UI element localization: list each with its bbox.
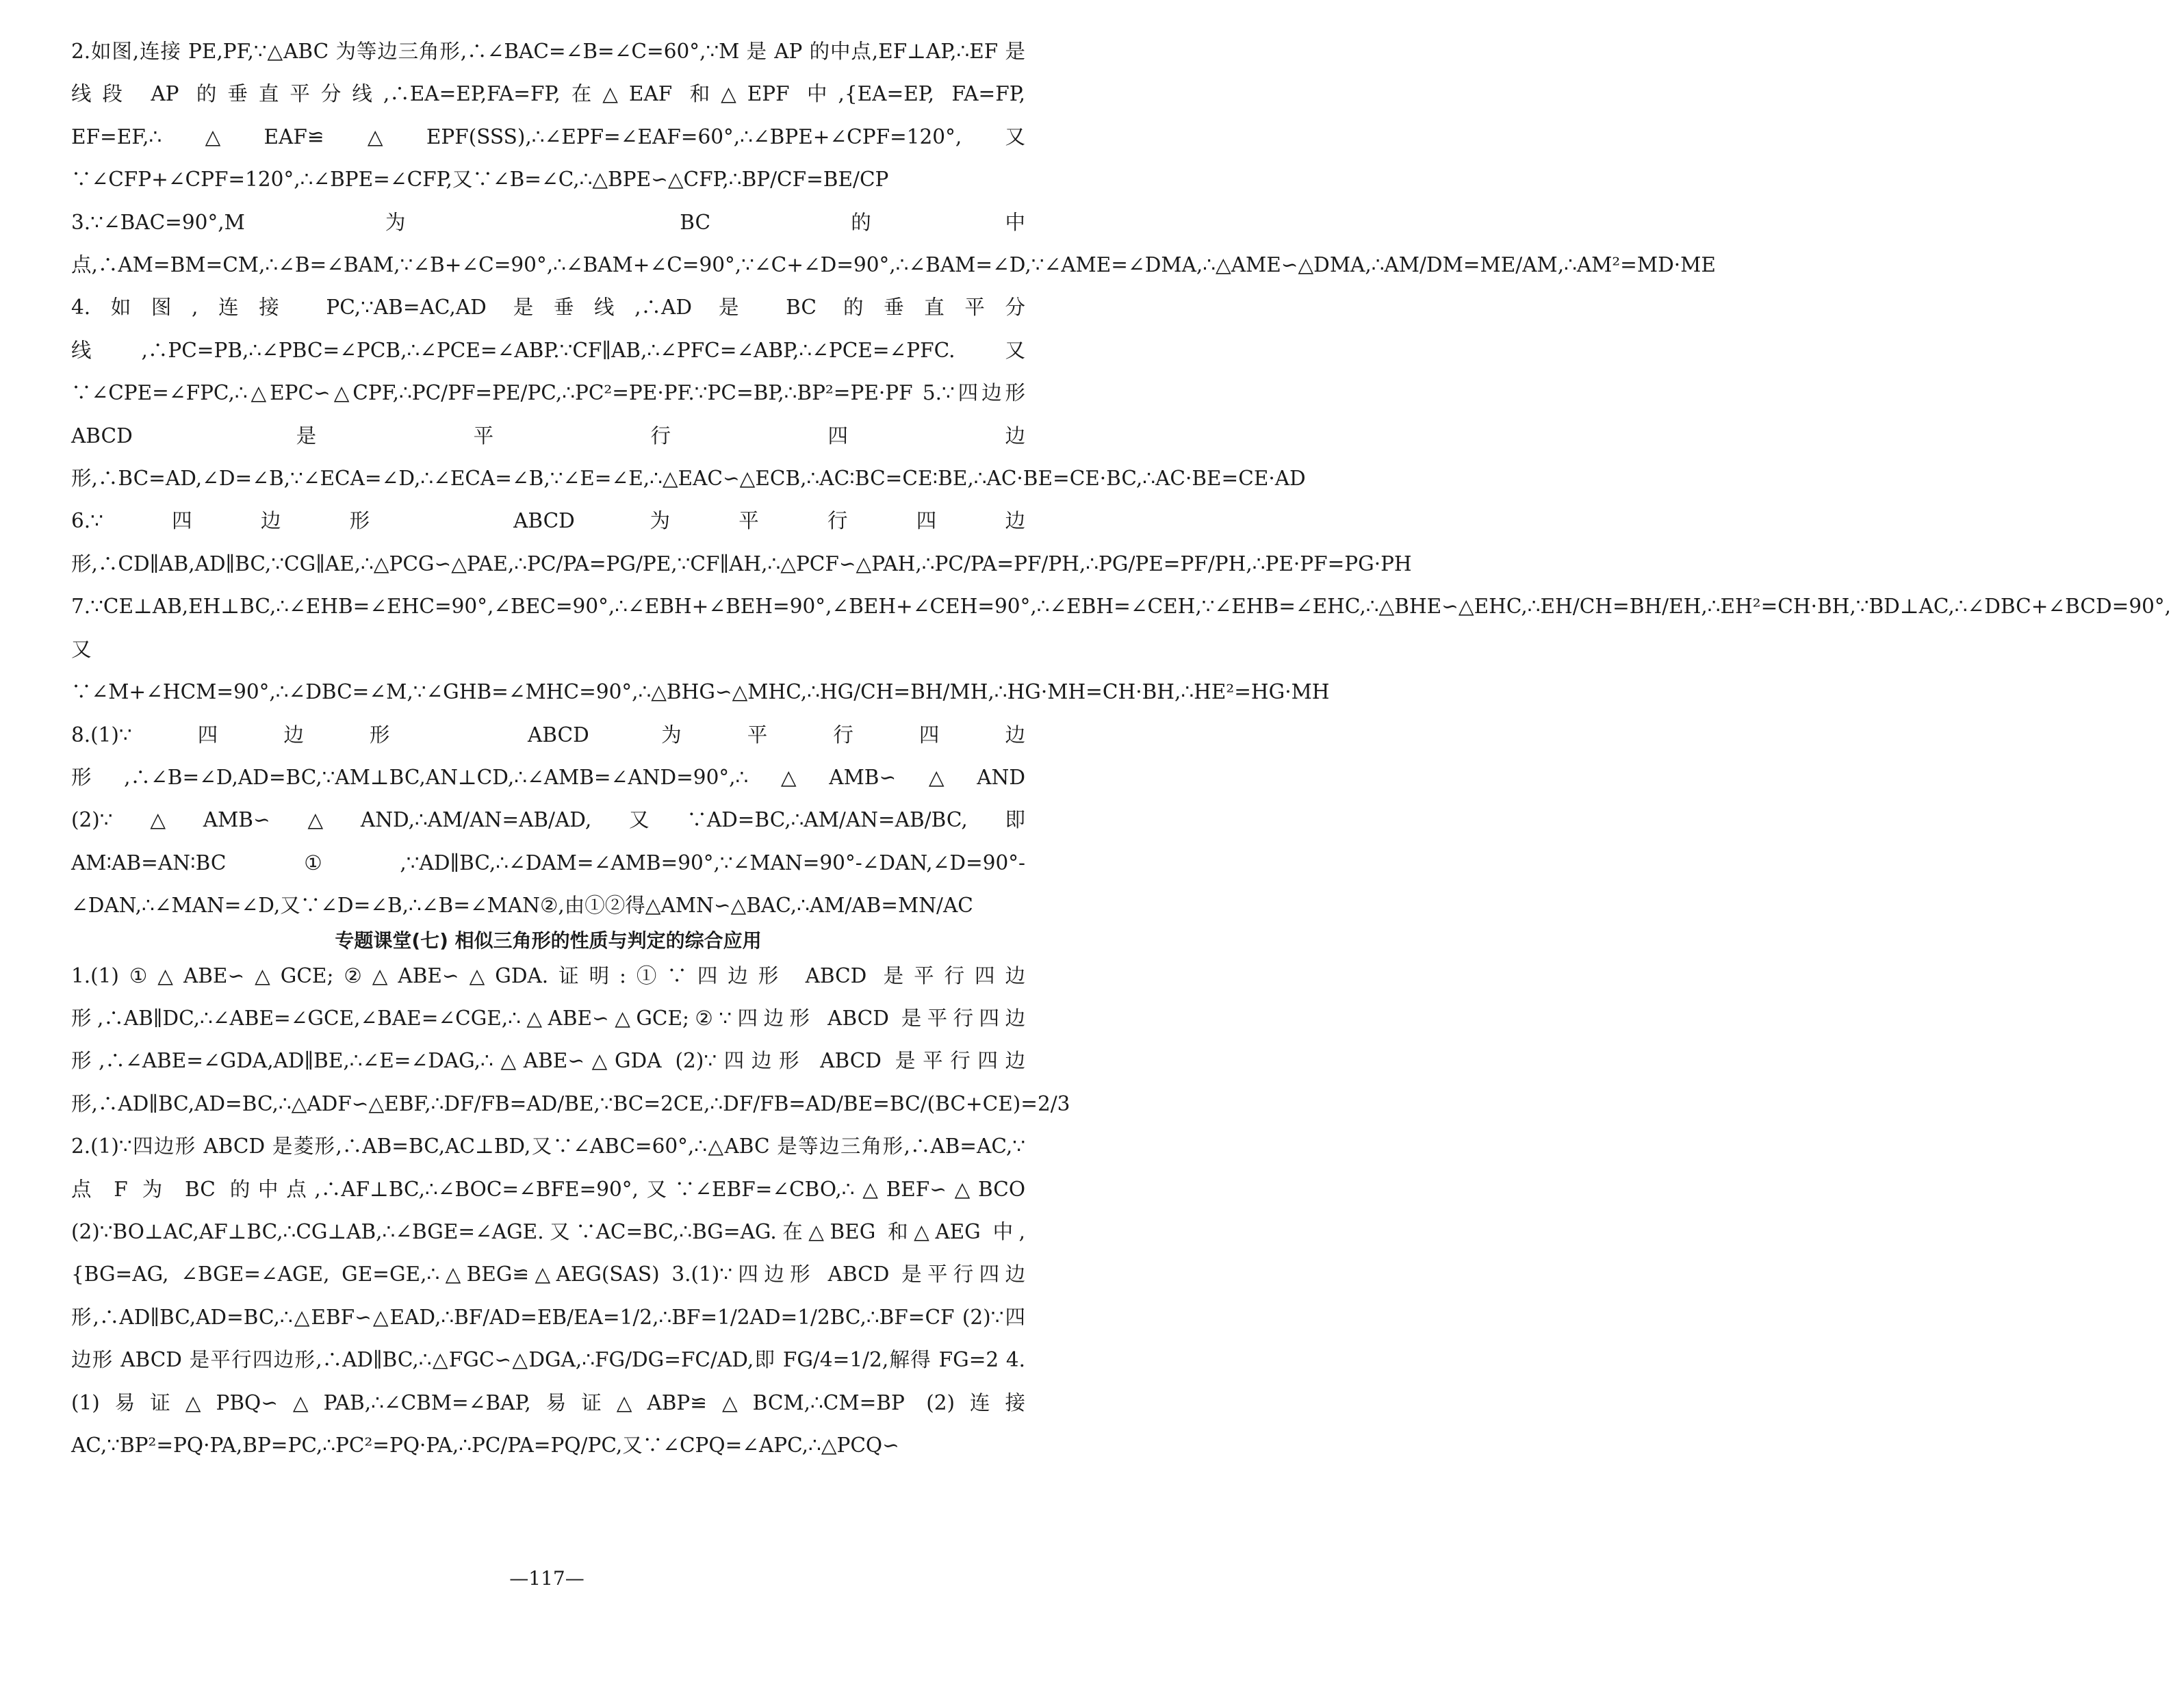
page-number: —117— <box>509 1567 584 1590</box>
answer-page <box>71 30 2171 1466</box>
answer-paragraph: 1.(1)①△ABE∽△GCE;②△ABE∽△GDA.证明:①∵四边形 ABCD 是平行四边形,∴AB∥DC,∴∠ABE=∠GCE,∠BAE=∠CGE,∴△ABE∽△GCE;②∵四边形 ABCD 是平行四边形,∴∠ABE=∠GDA,AD∥BE,∴∠E=∠DAG,∴△ABE∽△GDA (2)∵四边形 ABCD 是平行四边形,∴AD∥BC,AD=BC,∴△ADF∽△EBF,∴DF/FB=AD/BE,∵BC=2CE,∴DF/FB=AD/BE=BC/(BC+CE)=2/3 2.(1)∵四边形 ABCD 是菱形,∴AB=BC,AC⊥BD,又∵∠ABC=60°,∴△ABC 是等边三角形,∴AB=AC,∵点 F 为 BC 的中点,∴AF⊥BC,∴∠BOC=∠BFE=90°,又∵∠EBF=∠CBO,∴△BEF∽△BCO (2)∵BO⊥AC,AF⊥BC,∴CG⊥AB,∴∠BGE=∠AGE.又∵AC=BC,∴BG=AG.在△BEG 和△AEG 中,{BG=AG, ∠BGE=∠AGE, GE=GE,∴△BEG≌△AEG(SAS) 3.(1)∵四边形 ABCD 是平行四边形,∴AD∥BC,AD=BC,∴△EBF∽△EAD,∴BF/AD=EB/EA=1/2,∴BF=1/2AD=1/2BC,∴BF=CF (2)∵四边形 ABCD 是平行四边形,∴AD∥BC,∴△FGC∽△DGA,∴FG/DG=FC/AD,即 FG/4=1/2,解得 FG=2 4.(1)易证△PBQ∽△PAB,∴∠CBM=∠BAP,易证△ABP≌△BCM,∴CM=BP (2)连接 AC,∵BP²=PQ·PA,BP=PC,∴PC²=PQ·PA,∴PC/PA=PQ/PC,又∵∠CPQ=∠APC,∴△PCQ∽ <box>71 963 1070 1457</box>
answer-paragraph: 3.∵∠BAC=90°,M 为 BC 的中点,∴AM=BM=CM,∴∠B=∠BAM,∵∠B+∠C=90°,∴∠BAM+∠C=90°,∵∠C+∠D=90°,∴∠BAM=∠D,∵∠AME=∠DMA,∴△AME∽△DMA,∴AM/DM=ME/AM,∴AM²=MD·ME 4.如图,连接 PC,∵AB=AC,AD 是垂线,∴AD 是 BC 的垂直平分线,∴PC=PB,∴∠PBC=∠PCB,∴∠PCE=∠ABP.∵CF∥AB,∴∠PFC=∠ABP,∴∠PCE=∠PFC.又∵∠CPE=∠FPC,∴△EPC∽△CPF,∴PC/PF=PE/PC,∴PC²=PE·PF.∵PC=BP,∴BP²=PE·PF 5.∵四边形 ABCD 是平行四边形,∴BC=AD,∠D=∠B,∵∠ECA=∠D,∴∠ECA=∠B,∵∠E=∠E,∴△EAC∽△ECB,∴AC∶BC=CE∶BE,∴AC·BE=CE·BC,∴AC·BE=CE·AD 6.∵四边形 ABCD 为平行四边形,∴CD∥AB,AD∥BC,∵CG∥AE,∴△PCG∽△PAE,∴PC/PA=PG/PE,∵CF∥AH,∴△PCF∽△PAH,∴PC/PA=PF/PH,∴PG/PE=PF/PH,∴PE·PF=PG·PH 7.∵CE⊥AB,EH⊥BC,∴∠EHB=∠EHC=90°,∠BEC=90°,∴∠EBH+∠BEH=90°,∠BEH+∠CEH=90°,∴∠EBH=∠CEH,∵∠EHB=∠EHC,∴△BHE∽△EHC,∴EH/CH=BH/EH,∴EH²=CH·BH,∵BD⊥AC,∴∠DBC+∠BCD=90°,又∵∠M+∠HCM=90°,∴∠DBC=∠M,∵∠GHB=∠MHC=90°,∴△BHG∽△MHC,∴HG/CH=BH/MH,∴HG·MH=CH·BH,∴HE²=HG·MH 8.(1)∵四边形 ABCD 为平行四边形,∴∠B=∠D,AD=BC,∵AM⊥BC,AN⊥CD,∴∠AMB=∠AND=90°,∴△AMB∽△AND (2)∵△AMB∽△AND,∴AM/AN=AB/AD,又∵AD=BC,∴AM/AN=AB/BC,即 AM∶AB=AN∶BC①,∵AD∥BC,∴∠DAM=∠AMB=90°,∵∠MAN=90°-∠DAN,∠D=90°-∠DAN,∴∠MAN=∠D,又∵∠D=∠B,∴∠B=∠MAN②,由①②得△AMN∽△BAC,∴AM/AB=MN/AC <box>71 210 2171 918</box>
answer-paragraph: 2.如图,连接 PE,PF,∵△ABC 为等边三角形,∴∠BAC=∠B=∠C=60°,∵M 是 AP 的中点,EF⊥AP,∴EF 是线段 AP 的垂直平分线,∴EA=EP,FA=FP,在△EAF 和△EPF 中,{EA=EP, FA=FP, EF=EF,∴△EAF≌△EPF(SSS),∴∠EPF=∠EAF=60°,∴∠BPE+∠CPF=120°,又∵∠CFP+∠CPF=120°,∴∠BPE=∠CFP,又∵∠B=∠C,∴△BPE∽△CFP,∴BP/CF=BE/CP <box>71 40 1025 192</box>
section-heading: 专题课堂(七) 相似三角形的性质与判定的综合应用 <box>335 929 762 952</box>
